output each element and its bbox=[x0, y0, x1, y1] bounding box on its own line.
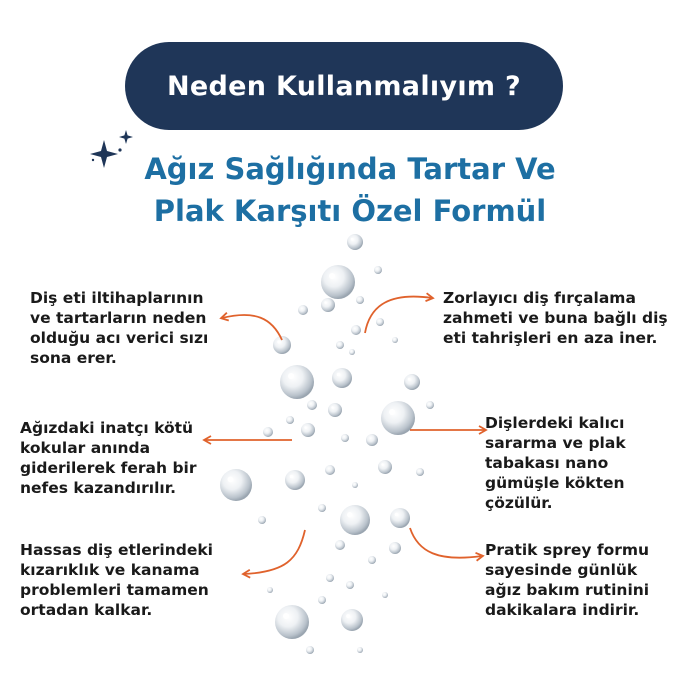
benefit-left-3 bbox=[20, 540, 213, 620]
benefit-line: olduğu acı verici sızı bbox=[30, 329, 209, 347]
droplet bbox=[352, 482, 358, 488]
droplet bbox=[349, 349, 355, 355]
arrow-left-3 bbox=[244, 530, 305, 574]
droplet bbox=[341, 434, 349, 442]
benefit-line: gümüşle kökten bbox=[485, 474, 625, 492]
droplet bbox=[382, 592, 388, 598]
droplet bbox=[332, 368, 352, 388]
droplet-highlight bbox=[389, 409, 395, 415]
droplet bbox=[275, 605, 309, 639]
droplet-highlight bbox=[395, 513, 399, 517]
droplet-highlight bbox=[408, 378, 411, 381]
droplet-highlight bbox=[290, 475, 294, 479]
arrow-left-1 bbox=[222, 315, 282, 340]
droplet-highlight bbox=[351, 238, 354, 241]
droplet bbox=[404, 374, 420, 390]
droplet bbox=[306, 646, 314, 654]
benefit-line: Diş eti iltihaplarının bbox=[30, 289, 204, 307]
droplet bbox=[341, 609, 363, 631]
droplet-highlight bbox=[304, 426, 307, 429]
droplet bbox=[357, 647, 363, 653]
benefit-line: çözülür. bbox=[485, 494, 553, 512]
benefit-line: ve tartarların neden bbox=[30, 309, 207, 327]
droplet bbox=[381, 401, 415, 435]
droplet bbox=[351, 325, 361, 335]
benefit-line: ortadan kalkar. bbox=[20, 601, 153, 619]
droplet-highlight bbox=[288, 373, 294, 379]
droplet bbox=[335, 540, 345, 550]
droplet bbox=[307, 400, 317, 410]
benefit-line: nefes kazandırılır. bbox=[20, 479, 177, 497]
droplet-highlight bbox=[346, 614, 350, 618]
droplet-highlight bbox=[277, 340, 280, 343]
droplet-highlight bbox=[381, 463, 384, 466]
droplet bbox=[347, 234, 363, 250]
droplet bbox=[321, 265, 355, 299]
benefit-line: Zorlayıcı diş fırçalama bbox=[443, 289, 636, 307]
droplet-highlight bbox=[283, 613, 289, 619]
droplet bbox=[328, 403, 342, 417]
benefit-line: dakikalara indirir. bbox=[485, 601, 640, 619]
droplet bbox=[286, 416, 294, 424]
benefit-right-3 bbox=[485, 540, 649, 620]
droplet-highlight bbox=[329, 273, 335, 279]
benefit-right-2 bbox=[485, 413, 626, 513]
benefit-line: Hassas diş etlerindeki bbox=[20, 541, 213, 559]
benefit-line: eti tahrişleri en aza iner. bbox=[443, 329, 658, 347]
benefit-line: Pratik sprey formu bbox=[485, 541, 650, 559]
droplet bbox=[390, 508, 410, 528]
droplet bbox=[263, 427, 273, 437]
droplet bbox=[392, 337, 398, 343]
droplet-highlight bbox=[347, 512, 352, 517]
droplet bbox=[346, 581, 354, 589]
droplet bbox=[298, 305, 308, 315]
droplet bbox=[389, 542, 401, 554]
droplet bbox=[426, 401, 434, 409]
droplet bbox=[285, 470, 305, 490]
droplet bbox=[326, 574, 334, 582]
droplet-highlight bbox=[331, 406, 334, 409]
droplet bbox=[321, 298, 335, 312]
droplet bbox=[318, 504, 326, 512]
droplet bbox=[336, 341, 344, 349]
benefit-line: giderilerek ferah bir bbox=[20, 459, 197, 477]
droplet-highlight bbox=[228, 477, 234, 483]
benefit-left-2 bbox=[20, 418, 197, 498]
benefit-line: zahmeti ve buna bağlı diş bbox=[443, 309, 668, 327]
droplet-highlight bbox=[337, 373, 341, 377]
benefit-line: problemleri tamamen bbox=[20, 581, 209, 599]
droplet bbox=[376, 318, 384, 326]
droplet bbox=[416, 468, 424, 476]
droplet bbox=[356, 296, 364, 304]
benefit-right-1 bbox=[443, 288, 668, 348]
benefit-line: tabakası nano bbox=[485, 454, 609, 472]
headline-line-1: Ağız Sağlığında Tartar Ve bbox=[144, 152, 556, 186]
benefit-line: Ağızdaki inatçı kötü bbox=[20, 419, 194, 437]
droplet bbox=[280, 365, 314, 399]
headline-line-2: Plak Karşıtı Özel Formül bbox=[153, 194, 547, 228]
benefit-line: ağız bakım rutinini bbox=[485, 581, 650, 599]
droplet bbox=[374, 266, 382, 274]
droplet-highlight bbox=[324, 301, 327, 304]
benefit-line: Dişlerdeki kalıcı bbox=[485, 414, 625, 432]
droplet bbox=[267, 587, 273, 593]
header-question: Neden Kullanmalıyım ? bbox=[166, 70, 521, 102]
droplet bbox=[258, 516, 266, 524]
droplet bbox=[366, 434, 378, 446]
droplet bbox=[301, 423, 315, 437]
droplet bbox=[220, 469, 252, 501]
benefit-left-1 bbox=[30, 288, 208, 368]
benefit-line: sona erer. bbox=[30, 349, 117, 367]
benefit-line: sayesinde günlük bbox=[485, 561, 638, 579]
droplet bbox=[340, 505, 370, 535]
droplet bbox=[318, 596, 326, 604]
droplet bbox=[368, 556, 376, 564]
arrow-right-3 bbox=[410, 528, 482, 558]
benefit-line: kızarıklık ve kanama bbox=[20, 561, 200, 579]
arrow-right-1 bbox=[365, 297, 432, 333]
droplet bbox=[378, 460, 392, 474]
benefit-line: kokular anında bbox=[20, 439, 151, 457]
benefit-line: sararma ve plak bbox=[485, 434, 626, 452]
droplet bbox=[325, 465, 335, 475]
